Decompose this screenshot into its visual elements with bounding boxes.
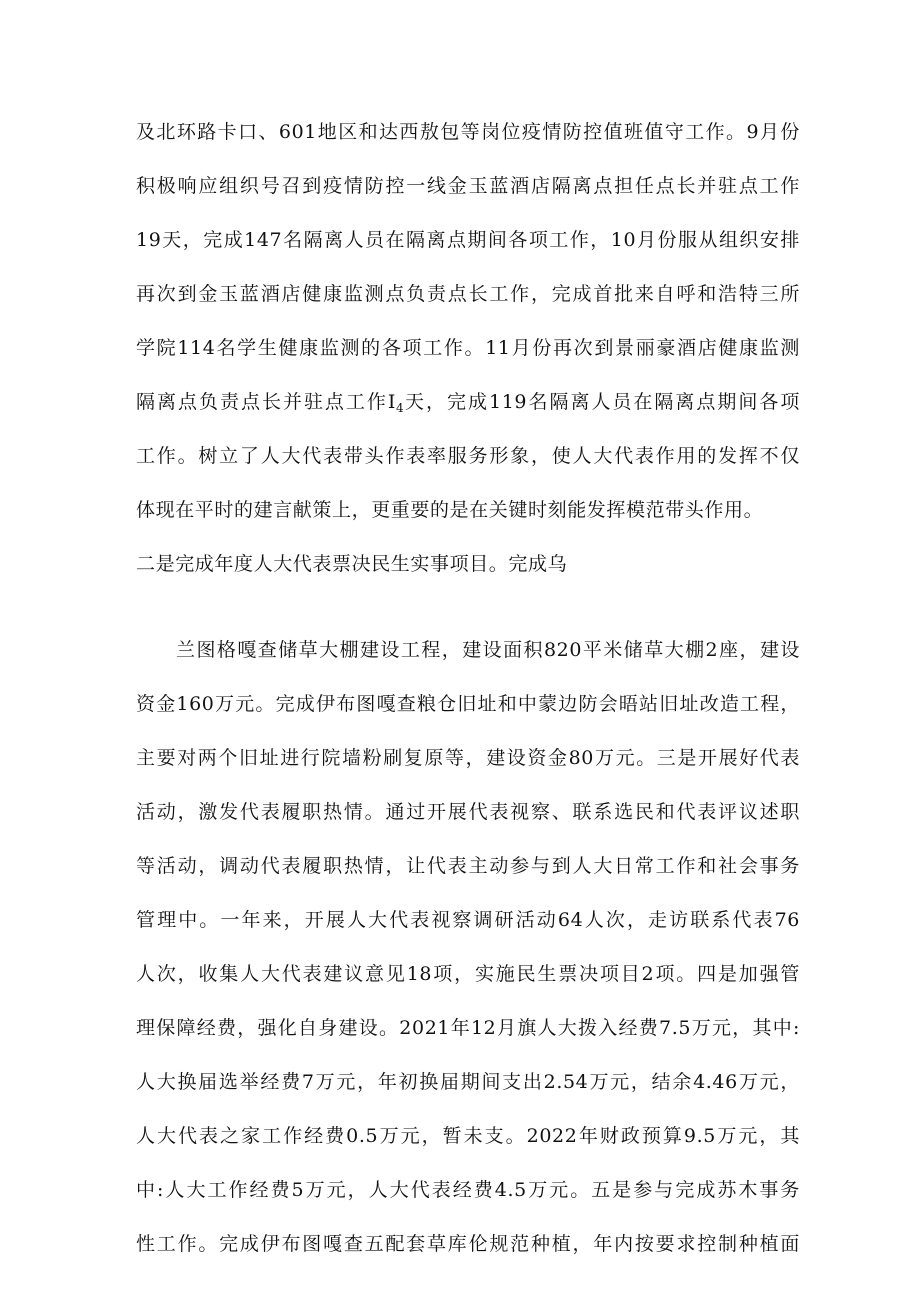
text-line: 人大换届选举经费7万元，年初换届期间支出2.54万元，结余4.46万元， (136, 1071, 800, 1093)
subscript: 4 (396, 401, 404, 415)
text-line: 学院114名学生健康监测的各项工作。11月份再次到景丽豪酒店健康监测 (136, 337, 800, 359)
text-line: 工作。树立了人大代表带头作表率服务形象，使人大代表作用的发挥不仅 (136, 445, 800, 467)
text-line: 积极响应组织号召到疫情防控一线金玉蓝酒店隔离点担任点长并驻点工作 (136, 175, 800, 197)
text-line: 活动，激发代表履职热情。通过开展代表视察、联系选民和代表评议述职 (136, 801, 800, 823)
text-line: 体现在平时的建言献策上，更重要的是在关键时刻能发挥模范带头作用。 (136, 499, 764, 521)
text-line: 二是完成年度人大代表票决民生实事项目。完成乌 (136, 553, 568, 575)
text-segment: 天，完成119名隔离人员在隔离点期间各项 (403, 391, 800, 413)
text-line: 理保障经费，强化自身建设。2021年12月旗人大拨入经费7.5万元，其中: (136, 1017, 800, 1039)
text-line: 性工作。完成伊布图嘎查五配套草库伦规范种植，年内按要求控制种植面 (136, 1233, 800, 1255)
text-line: 中:人大工作经费5万元，人大代表经费4.5万元。五是参与完成苏木事务 (136, 1179, 800, 1201)
text-line: 兰图格嘎查储草大棚建设工程，建设面积820平米储草大棚2座，建设 (176, 639, 800, 661)
text-line: 再次到金玉蓝酒店健康监测点负责点长工作，完成首批来自呼和浩特三所 (136, 283, 800, 305)
text-line: 人大代表之家工作经费0.5万元，暂未支。2022年财政预算9.5万元，其 (136, 1125, 800, 1147)
text-line: 及北环路卡口、601地区和达西敖包等岗位疫情防控值班值守工作。9月份 (136, 121, 800, 143)
text-segment: 隔离点负责点长并驻点工作I (136, 391, 397, 413)
text-line: 资金160万元。完成伊布图嘎查粮仓旧址和中蒙边防会晤站旧址改造工程， (136, 693, 800, 715)
text-line (136, 388, 800, 416)
text-line: 19天，完成147名隔离人员在隔离点期间各项工作，10月份服从组织安排 (136, 229, 800, 251)
text-line: 等活动，调动代表履职热情，让代表主动参与到人大日常工作和社会事务 (136, 855, 800, 877)
text-line: 管理中。一年来，开展人大代表视察调研活动64人次，走访联系代表76 (136, 909, 800, 931)
text-line: 主要对两个旧址进行院墙粉刷复原等，建设资金80万元。三是开展好代表 (136, 747, 800, 769)
text-line: 人次，收集人大代表建议意见18项，实施民生票决项目2项。四是加强管 (136, 963, 800, 985)
